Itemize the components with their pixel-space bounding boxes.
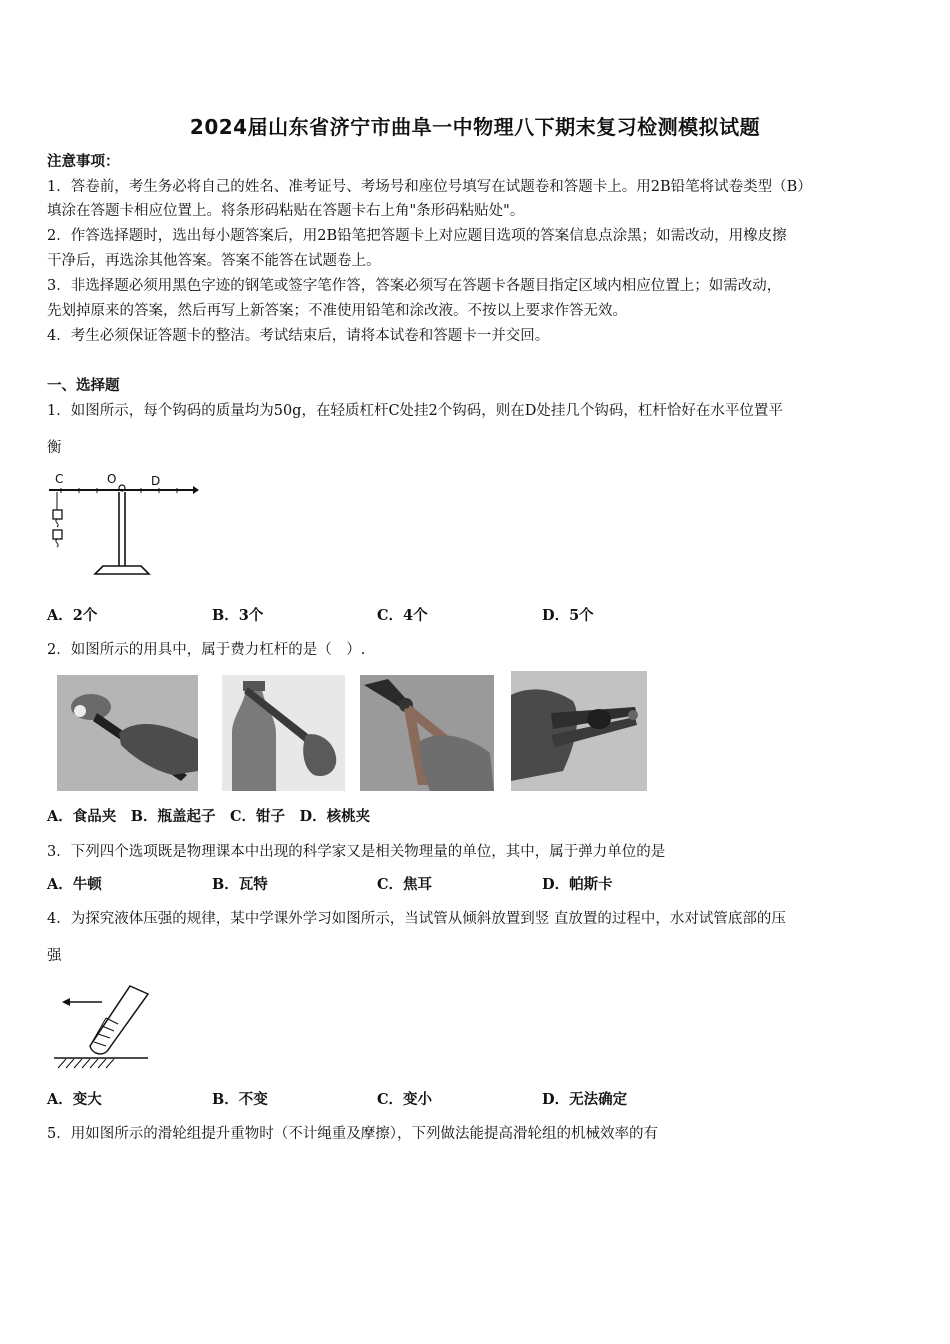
food-tongs-image: [57, 675, 198, 791]
q4-option-d: D．无法确定: [542, 1091, 628, 1108]
q3-stem: 3．下列四个选项既是物理课本中出现的科学家又是相关物理量的单位，其中，属于弹力单位的是: [47, 844, 666, 860]
q4-option-a: A．变大: [47, 1091, 102, 1108]
notes-line: 填涂在答题卡相应位置上。将条形码粘贴在答题卡右上角"条形码粘贴处"。: [47, 203, 525, 219]
q1-option-d: D．5个: [542, 607, 594, 624]
lever-label-c: C: [55, 472, 64, 486]
q4-option-b: B．不变: [212, 1091, 268, 1108]
lever-figure: [45, 468, 200, 583]
bottle-opener-image: [222, 675, 345, 791]
notes-line: 先划掉原来的答案，然后再写上新答案；不准使用铅笔和涂改液。不按以上要求作答无效。: [47, 303, 627, 319]
notes-line: 1．答卷前，考生务必将自己的姓名、准考证号、考场号和座位号填写在试题卷和答题卡上。用2B铅笔将试卷类型（B）: [47, 179, 812, 195]
pliers-image: [360, 675, 494, 791]
nutcracker-image: [511, 671, 647, 791]
q3-option-a: A．牛顿: [47, 876, 102, 893]
lever-label-d: D: [151, 474, 161, 488]
q1-stem-cont: 衡: [47, 440, 62, 456]
q1-stem: 1．如图所示，每个钩码的质量均为50g，在轻质杠杆C处挂2个钩码，则在D处挂几个钩码，杠杆恰好在水平位置平: [47, 403, 783, 419]
lever-label-o: O: [107, 472, 117, 486]
q1-option-b: B．3个: [212, 607, 264, 624]
q2-options: A．食品夹 B．瓶盖起子 C．钳子 D．核桃夹: [47, 808, 371, 825]
q5-stem: 5．用如图所示的滑轮组提升重物时（不计绳重及摩擦），下列做法能提高滑轮组的机械效率的有: [47, 1126, 658, 1142]
notes-line: 4．考生必须保证答题卡的整洁。考试结束后，请将本试卷和答题卡一并交回。: [47, 328, 550, 344]
notes-heading: 注意事项：: [47, 153, 120, 170]
section-heading: 一、选择题: [47, 377, 120, 394]
q3-option-c: C．焦耳: [377, 876, 433, 893]
notes-line: 3．非选择题必须用黑色字迹的钢笔或签字笔作答，答案必须写在答题卡各题目指定区域内相应位置上；如需改动，: [47, 278, 782, 294]
notes-line: 2．作答选择题时，选出每小题答案后，用2B铅笔把答题卡上对应题目选项的答案信息点涂黑；如需改动，用橡皮擦: [47, 228, 787, 244]
notes-line: 干净后，再选涂其他答案。答案不能答在试题卷上。: [47, 253, 381, 269]
q1-option-a: A．2个: [47, 607, 98, 624]
q4-stem: 4．为探究液体压强的规律，某中学课外学习如图所示，当试管从倾斜放置到竖 直放置的过程中，水对试管底部的压: [47, 911, 786, 927]
q3-option-b: B．瓦特: [212, 876, 268, 893]
q1-option-c: C．4个: [377, 607, 428, 624]
test-tube-figure: [52, 980, 152, 1070]
q3-option-d: D．帕斯卡: [542, 876, 613, 893]
q2-stem: 2．如图所示的用具中，属于费力杠杆的是（ ）.: [47, 642, 366, 658]
page-title: 2024届山东省济宁市曲阜一中物理八下期末复习检测模拟试题: [189, 115, 761, 139]
q4-stem-cont: 强: [47, 948, 62, 964]
q4-option-c: C．变小: [377, 1091, 433, 1108]
